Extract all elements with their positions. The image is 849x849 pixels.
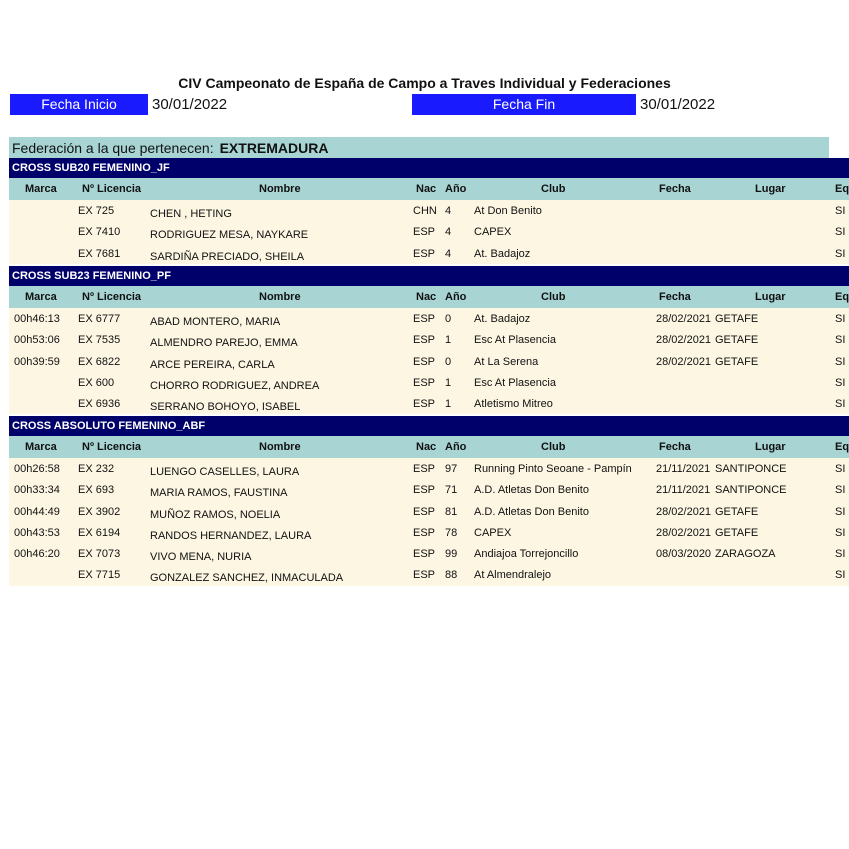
cell-marca: 00h33:34: [14, 484, 60, 497]
table-row: [9, 351, 849, 372]
cell-nombre: RODRIGUEZ MESA, NAYKARE: [150, 229, 309, 242]
cell-fecha: 21/11/2021: [656, 463, 711, 475]
cell-lugar: GETAFE: [715, 313, 759, 325]
cell-nac: ESP: [413, 313, 436, 325]
section-title: CROSS SUB20 FEMENINO_JF: [9, 158, 849, 178]
cell-ano: 0: [445, 355, 452, 368]
column-header: Club: [541, 441, 566, 453]
section: [9, 266, 849, 414]
column-header: Nac: [416, 441, 437, 453]
cell-nombre: GONZALEZ SANCHEZ, INMACULADA: [150, 572, 344, 585]
federacion-value: EXTREMADURA: [219, 140, 329, 156]
cell-nombre: MUÑOZ RAMOS, NOELIA: [150, 508, 281, 521]
cell-nac: ESP: [413, 398, 436, 411]
cell-club: CAPEX: [474, 526, 512, 539]
table-row: [9, 200, 849, 221]
cell-licencia: EX 232: [78, 463, 115, 475]
cell-club: Esc At Plasencia: [474, 376, 556, 389]
column-header: Marca: [25, 291, 57, 303]
column-header: Nº Licencia: [82, 183, 142, 195]
cell-club: Atletismo Mitreo: [474, 398, 553, 411]
cell-ano: 78: [445, 526, 458, 539]
cell-lugar: SANTIPONCE: [715, 463, 787, 475]
cell-lugar: GETAFE: [715, 355, 759, 368]
cell-nac: ESP: [413, 463, 436, 475]
cell-nac: ESP: [413, 334, 436, 347]
section-title: CROSS ABSOLUTO FEMENINO_ABF: [9, 416, 849, 436]
column-header: Marca: [25, 441, 57, 453]
column-header: Nac: [416, 291, 437, 303]
cell-marca: 00h43:53: [14, 526, 60, 539]
cell-nac: ESP: [413, 526, 436, 539]
cell-marca: 00h26:58: [14, 463, 60, 475]
cell-club: At. Badajoz: [474, 313, 531, 325]
column-header: Nº Licencia: [82, 291, 142, 303]
cell-lugar: ZARAGOZA: [715, 548, 776, 561]
column-header: Eq: [835, 183, 849, 195]
cell-club: Running Pinto Seoane - Pampín: [474, 463, 632, 475]
cell-fecha: 28/02/2021: [656, 505, 712, 518]
cell-eq: SI: [835, 398, 846, 411]
column-header: Eq: [835, 291, 849, 303]
column-header: Nac: [416, 183, 437, 195]
cell-licencia: EX 7410: [78, 226, 121, 239]
column-header: Año: [445, 291, 467, 303]
cell-fecha: 08/03/2020: [656, 548, 712, 561]
cell-ano: 88: [445, 569, 458, 582]
table-row: [9, 329, 849, 350]
cell-ano: 1: [445, 376, 452, 389]
cell-eq: SI: [835, 484, 846, 497]
cell-nombre: CHORRO RODRIGUEZ, ANDREA: [150, 379, 320, 392]
cell-eq: SI: [835, 463, 846, 475]
cell-nombre: SARDIÑA PRECIADO, SHEILA: [150, 250, 305, 263]
cell-ano: 1: [445, 334, 452, 347]
cell-fecha: 28/02/2021: [656, 334, 712, 347]
cell-nac: ESP: [413, 376, 436, 389]
table-row: [9, 479, 849, 500]
column-header: Marca: [25, 183, 57, 195]
cell-club: Esc At Plasencia: [474, 334, 556, 347]
cell-nac: ESP: [413, 548, 436, 561]
cell-ano: 4: [445, 247, 452, 260]
cell-nombre: ALMENDRO PAREJO, EMMA: [150, 337, 298, 350]
cell-nombre: ARCE PEREIRA, CARLA: [150, 358, 275, 371]
federacion-label: Federación a la que pertenecen:: [12, 140, 214, 156]
fecha-fin-label: Fecha Fin: [412, 94, 636, 115]
column-header: Fecha: [659, 183, 691, 195]
fecha-fin-value: 30/01/2022: [640, 96, 716, 113]
section-title: CROSS SUB23 FEMENINO_PF: [9, 266, 849, 286]
column-header: Nombre: [259, 441, 301, 453]
cell-marca: 00h46:20: [14, 548, 60, 561]
fecha-inicio-label: Fecha Inicio: [10, 94, 148, 115]
cell-nombre: ABAD MONTERO, MARIA: [150, 316, 281, 328]
cell-lugar: GETAFE: [715, 505, 759, 518]
cell-eq: SI: [835, 247, 846, 260]
cell-nac: ESP: [413, 505, 436, 518]
cell-marca: 00h44:49: [14, 505, 60, 518]
cell-licencia: EX 6822: [78, 355, 121, 368]
cell-ano: 81: [445, 505, 458, 518]
cell-ano: 1: [445, 398, 452, 411]
cell-lugar: GETAFE: [715, 334, 759, 347]
federacion-bar: [9, 137, 829, 158]
column-header: Lugar: [755, 291, 786, 303]
cell-eq: SI: [835, 313, 846, 325]
section: [9, 158, 849, 264]
column-header: Año: [445, 441, 467, 453]
table-header: [9, 436, 849, 458]
cell-licencia: EX 6194: [78, 526, 121, 539]
table-header: [9, 286, 849, 308]
cell-nac: ESP: [413, 569, 436, 582]
cell-licencia: EX 7535: [78, 334, 121, 347]
cell-ano: 71: [445, 484, 458, 497]
cell-lugar: SANTIPONCE: [715, 484, 787, 497]
column-header: Club: [541, 183, 566, 195]
cell-nac: ESP: [413, 355, 436, 368]
table-row: [9, 393, 849, 414]
cell-club: Andiajoa Torrejoncillo: [474, 548, 579, 561]
cell-licencia: EX 6777: [78, 313, 121, 325]
cell-nombre: CHEN , HETING: [150, 208, 232, 220]
cell-fecha: 28/02/2021: [656, 526, 712, 539]
cell-licencia: EX 6936: [78, 398, 121, 411]
cell-nombre: LUENGO CASELLES, LAURA: [150, 466, 300, 478]
table-row: [9, 458, 849, 479]
cell-ano: 4: [445, 205, 452, 217]
table-header: [9, 178, 849, 200]
cell-nac: ESP: [413, 484, 436, 497]
cell-eq: SI: [835, 526, 846, 539]
cell-eq: SI: [835, 226, 846, 239]
table-row: [9, 308, 849, 329]
column-header: Año: [445, 183, 467, 195]
cell-marca: 00h53:06: [14, 334, 60, 347]
column-header: Fecha: [659, 291, 691, 303]
cell-nombre: MARIA RAMOS, FAUSTINA: [150, 487, 288, 500]
cell-eq: SI: [835, 569, 846, 582]
table-row: [9, 372, 849, 393]
cell-lugar: GETAFE: [715, 526, 759, 539]
cell-fecha: 21/11/2021: [656, 484, 711, 497]
cell-club: CAPEX: [474, 226, 512, 239]
cell-marca: 00h46:13: [14, 313, 60, 325]
cell-nac: CHN: [413, 205, 437, 217]
cell-nombre: RANDOS HERNANDEZ, LAURA: [150, 529, 312, 542]
table-row: [9, 501, 849, 522]
table-row: [9, 543, 849, 564]
cell-ano: 0: [445, 313, 452, 325]
cell-ano: 99: [445, 548, 458, 561]
cell-licencia: EX 725: [78, 205, 115, 217]
table-row: [9, 522, 849, 543]
table-row: [9, 564, 849, 585]
column-header: Fecha: [659, 441, 691, 453]
cell-eq: SI: [835, 505, 846, 518]
cell-marca: 00h39:59: [14, 355, 60, 368]
cell-licencia: EX 600: [78, 376, 115, 389]
table-row: [9, 243, 849, 264]
column-header: Nombre: [259, 183, 301, 195]
cell-club: At Almendralejo: [474, 569, 552, 582]
cell-licencia: EX 7681: [78, 247, 121, 260]
cell-club: A.D. Atletas Don Benito: [474, 484, 589, 497]
section: [9, 416, 849, 586]
column-header: Lugar: [755, 441, 786, 453]
cell-eq: SI: [835, 205, 846, 217]
cell-licencia: EX 7073: [78, 548, 121, 561]
column-header: Nº Licencia: [82, 441, 142, 453]
column-header: Eq: [835, 441, 849, 453]
cell-fecha: 28/02/2021: [656, 313, 712, 325]
fecha-inicio-value: 30/01/2022: [152, 96, 228, 113]
cell-club: At Don Benito: [474, 205, 542, 217]
cell-eq: SI: [835, 334, 846, 347]
cell-eq: SI: [835, 355, 846, 368]
cell-eq: SI: [835, 548, 846, 561]
column-header: Lugar: [755, 183, 786, 195]
cell-nombre: SERRANO BOHOYO, ISABEL: [150, 401, 301, 414]
cell-licencia: EX 693: [78, 484, 115, 497]
column-header: Nombre: [259, 291, 301, 303]
cell-nombre: VIVO MENA, NURIA: [150, 551, 252, 564]
cell-club: At La Serena: [474, 355, 539, 368]
page-title: CIV Campeonato de España de Campo a Traves Individual y Federaciones: [178, 75, 671, 91]
cell-ano: 97: [445, 463, 458, 475]
cell-nac: ESP: [413, 247, 436, 260]
cell-nac: ESP: [413, 226, 436, 239]
cell-club: At. Badajoz: [474, 247, 531, 260]
column-header: Club: [541, 291, 566, 303]
cell-ano: 4: [445, 226, 452, 239]
cell-licencia: EX 7715: [78, 569, 121, 582]
cell-fecha: 28/02/2021: [656, 355, 712, 368]
cell-club: A.D. Atletas Don Benito: [474, 505, 589, 518]
table-row: [9, 221, 849, 242]
cell-eq: SI: [835, 376, 846, 389]
cell-licencia: EX 3902: [78, 505, 121, 518]
